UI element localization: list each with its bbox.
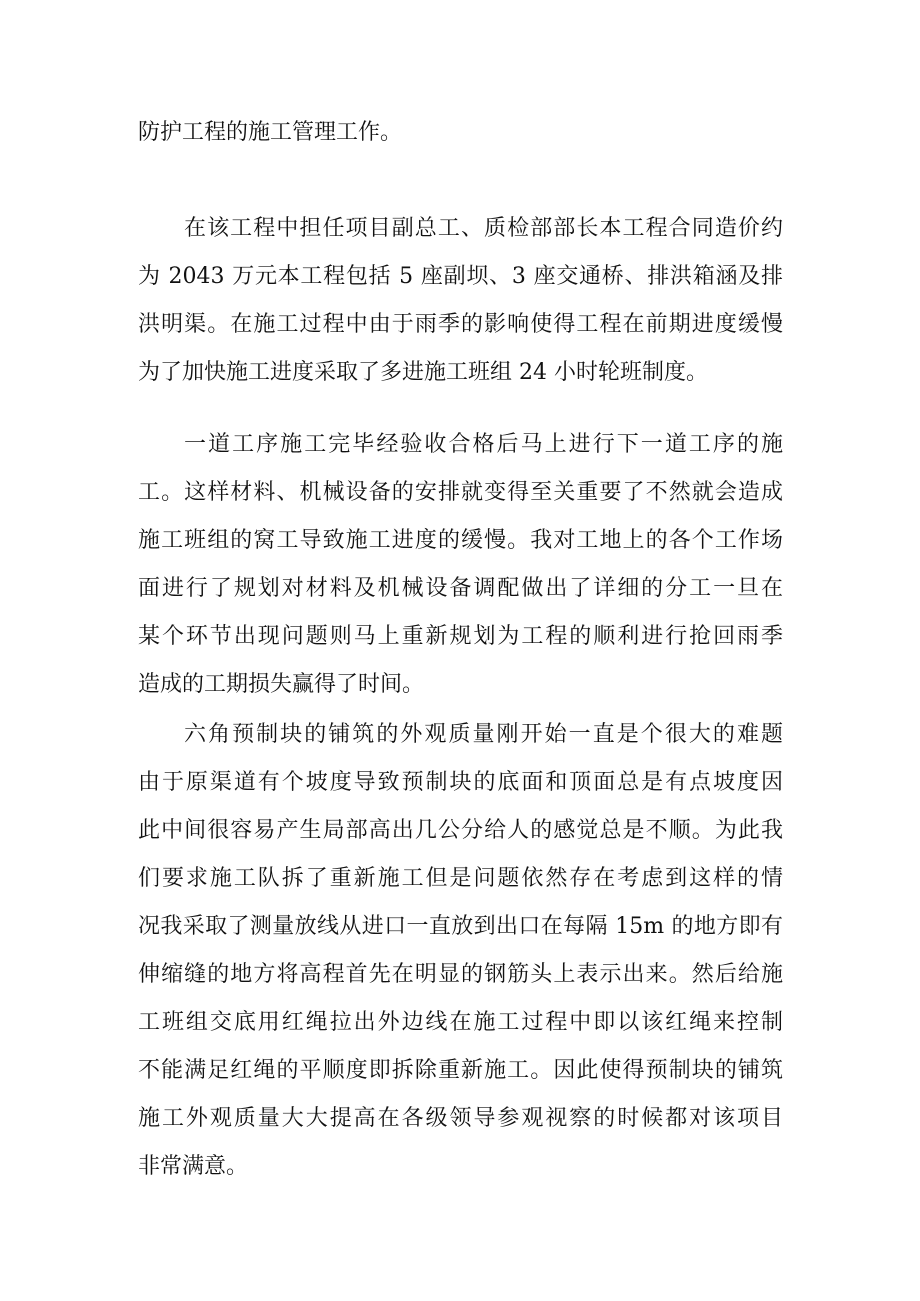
paragraph-line: 防护工程的施工管理工作。 bbox=[138, 120, 403, 145]
paragraph-line: 为了加快施工进度采取了多进施工班组 24 小时轮班制度。 bbox=[138, 360, 708, 385]
paragraph-line: 况我采取了测量放线从进口一直放到出口在每隔 15m 的地方即有 bbox=[138, 914, 783, 939]
paragraph-line: 工班组交底用红绳拉出外边线在施工过程中即以该红绳来控制 bbox=[138, 1010, 783, 1035]
paragraph-line: 六角预制块的铺筑的外观质量刚开始一直是个很大的难题 bbox=[184, 722, 783, 747]
paragraph-line: 工。这样材料、机械设备的安排就变得至关重要了不然就会造成 bbox=[138, 480, 783, 505]
paragraph-2 bbox=[138, 205, 783, 397]
paragraph-line: 不能满足红绳的平顺度即拆除重新施工。因此使得预制块的铺筑 bbox=[138, 1058, 783, 1083]
paragraph-line: 洪明渠。在施工过程中由于雨季的影响使得工程在前期进度缓慢 bbox=[138, 312, 783, 337]
paragraph-line: 此中间很容易产生局部高出几公分给人的感觉总是不顺。为此我 bbox=[138, 818, 783, 843]
paragraph-line: 施工班组的窝工导致施工进度的缓慢。我对工地上的各个工作场 bbox=[138, 528, 783, 553]
paragraph-line: 面进行了规划对材料及机械设备调配做出了详细的分工一旦在 bbox=[138, 576, 783, 601]
paragraph-line: 为 2043 万元本工程包括 5 座副坝、3 座交通桥、排洪箱涵及排 bbox=[138, 264, 783, 289]
paragraph-line: 在该工程中担任项目副总工、质检部部长本工程合同造价约 bbox=[184, 216, 783, 241]
paragraph-4 bbox=[138, 711, 783, 1191]
paragraph-1 bbox=[138, 109, 783, 157]
paragraph-line: 施工外观质量大大提高在各级领导参观视察的时候都对该项目 bbox=[138, 1106, 783, 1131]
paragraph-line: 一道工序施工完毕经验收合格后马上进行下一道工序的施 bbox=[184, 432, 783, 457]
paragraph-line: 造成的工期损失赢得了时间。 bbox=[138, 672, 425, 697]
paragraph-line: 非常满意。 bbox=[138, 1154, 249, 1179]
paragraph-3 bbox=[138, 421, 783, 709]
paragraph-line: 某个环节出现问题则马上重新规划为工程的顺利进行抢回雨季 bbox=[138, 624, 783, 649]
paragraph-line: 伸缩缝的地方将高程首先在明显的钢筋头上表示出来。然后给施 bbox=[138, 962, 783, 987]
paragraph-line: 由于原渠道有个坡度导致预制块的底面和顶面总是有点坡度因 bbox=[138, 770, 783, 795]
paragraph-line: 们要求施工队拆了重新施工但是问题依然存在考虑到这样的情 bbox=[138, 866, 783, 891]
